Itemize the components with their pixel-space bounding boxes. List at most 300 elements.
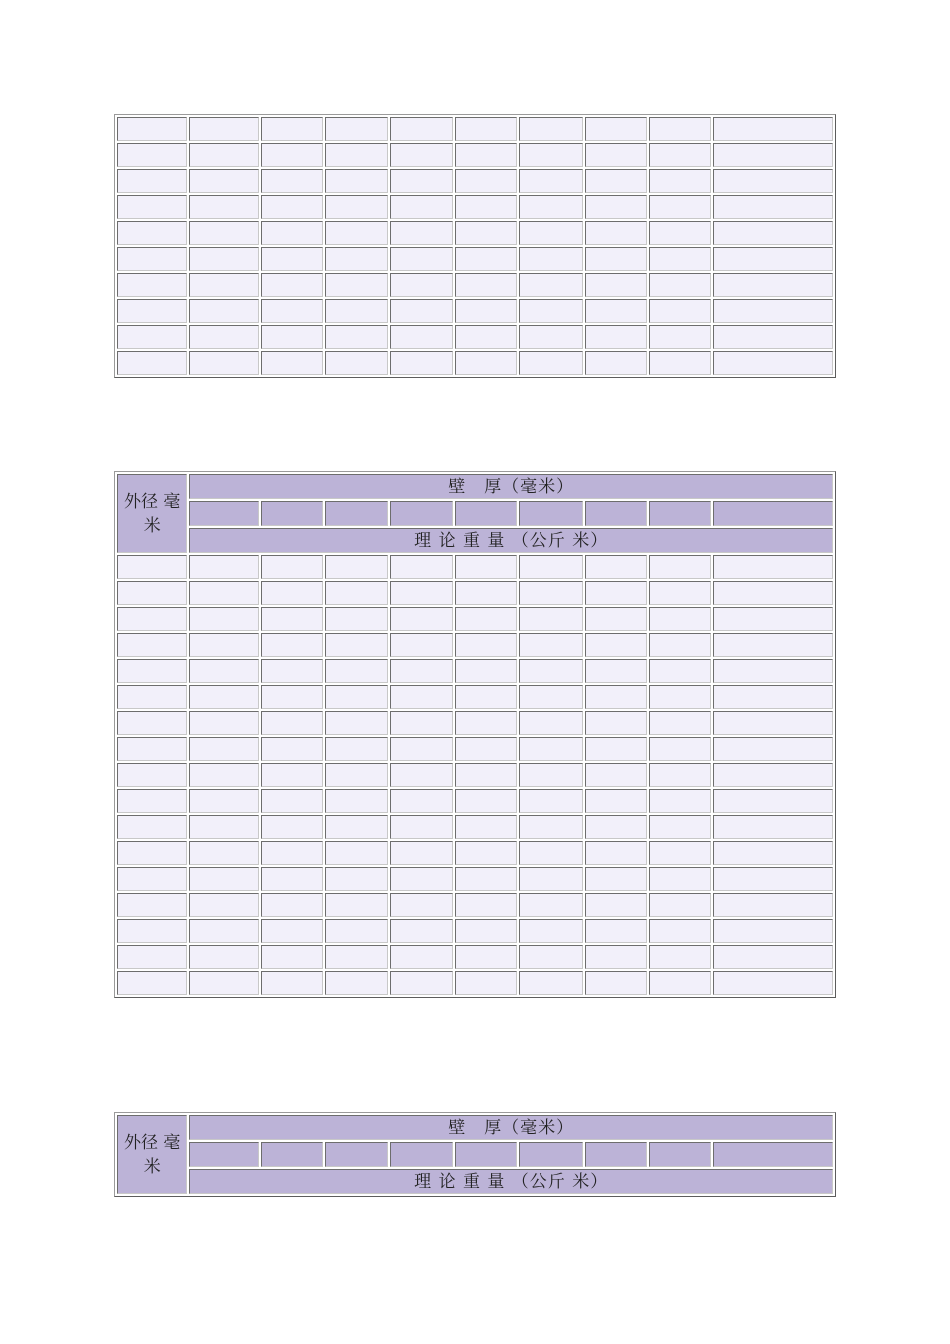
thickness-cell <box>455 1142 517 1167</box>
thickness-cell <box>390 1142 452 1167</box>
table-cell <box>117 325 187 349</box>
table-cell <box>390 893 452 917</box>
table-cell <box>325 247 388 271</box>
table-cell <box>455 351 517 375</box>
outer-diameter-header: 外径 毫米 <box>117 474 187 553</box>
table-cell <box>585 659 647 683</box>
table-cell <box>585 299 647 323</box>
table-cell <box>325 815 388 839</box>
table-cell <box>117 607 187 631</box>
table-cell <box>585 841 647 865</box>
thickness-cell <box>189 1142 258 1167</box>
table-cell <box>519 143 582 167</box>
table-cell <box>189 169 258 193</box>
table-cell <box>649 299 711 323</box>
table-row <box>117 351 833 375</box>
table-cell <box>585 607 647 631</box>
table-cell <box>117 195 187 219</box>
table-cell <box>649 711 711 735</box>
table-cell <box>390 581 452 605</box>
table-cell <box>649 325 711 349</box>
table-row <box>117 195 833 219</box>
table-cell <box>325 633 388 657</box>
table-cell <box>261 195 323 219</box>
table-cell <box>325 581 388 605</box>
table-cell <box>325 607 388 631</box>
table-cell <box>455 169 517 193</box>
table-cell <box>390 351 452 375</box>
table-cell <box>189 351 258 375</box>
table-cell <box>713 581 833 605</box>
outer-diameter-header: 外径 毫米 <box>117 1115 187 1194</box>
table-cell <box>390 659 452 683</box>
table-row <box>117 867 833 891</box>
table-cell <box>325 763 388 787</box>
table-cell <box>189 299 258 323</box>
table-cell <box>519 299 582 323</box>
table-cell <box>390 841 452 865</box>
table-cell <box>325 789 388 813</box>
table-header <box>117 474 833 553</box>
table-cell <box>189 555 258 579</box>
table-cell <box>261 763 323 787</box>
table-cell <box>189 945 258 969</box>
table-cell <box>455 143 517 167</box>
thickness-cell <box>519 1142 582 1167</box>
table-cell <box>325 867 388 891</box>
table-cell <box>519 169 582 193</box>
table-cell <box>713 221 833 245</box>
table-cell <box>519 221 582 245</box>
table-cell <box>713 919 833 943</box>
thickness-cell <box>390 501 452 526</box>
table-cell <box>117 971 187 995</box>
table-cell <box>713 633 833 657</box>
table-cell <box>390 325 452 349</box>
table-cell <box>455 273 517 297</box>
table-cell <box>189 763 258 787</box>
thickness-cell <box>325 1142 388 1167</box>
table-cell <box>261 789 323 813</box>
table-cell <box>585 581 647 605</box>
table-cell <box>189 273 258 297</box>
table-cell <box>325 221 388 245</box>
table-cell <box>649 247 711 271</box>
table-cell <box>117 841 187 865</box>
table-cell <box>325 325 388 349</box>
table-cell <box>713 737 833 761</box>
table-cell <box>189 789 258 813</box>
table-row <box>117 945 833 969</box>
table-row <box>117 221 833 245</box>
table-cell <box>117 685 187 709</box>
table-cell <box>325 117 388 141</box>
table-cell <box>261 711 323 735</box>
table-cell <box>713 945 833 969</box>
table-cell <box>117 893 187 917</box>
table-cell <box>649 195 711 219</box>
table-cell <box>519 763 582 787</box>
table-cell <box>455 867 517 891</box>
table-cell <box>455 299 517 323</box>
table-cell <box>325 841 388 865</box>
table-cell <box>189 247 258 271</box>
table-body <box>117 117 833 375</box>
table-cell <box>713 841 833 865</box>
table-cell <box>649 117 711 141</box>
table-cell <box>455 581 517 605</box>
thickness-cell <box>585 501 647 526</box>
table-row <box>117 971 833 995</box>
table-cell <box>455 659 517 683</box>
table-row <box>117 555 833 579</box>
table-cell <box>585 763 647 787</box>
table-cell <box>519 867 582 891</box>
table-cell <box>649 919 711 943</box>
table-cell <box>585 789 647 813</box>
table-cell <box>713 685 833 709</box>
table-cell <box>713 867 833 891</box>
table-cell <box>519 685 582 709</box>
table-cell <box>649 815 711 839</box>
table-cell <box>390 143 452 167</box>
thickness-value-row <box>117 1142 833 1167</box>
table-row <box>117 247 833 271</box>
table-cell <box>519 195 582 219</box>
table-cell <box>585 555 647 579</box>
table-cell <box>519 971 582 995</box>
table-cell <box>519 581 582 605</box>
table-cell <box>455 971 517 995</box>
table-cell <box>189 143 258 167</box>
table-cell <box>519 273 582 297</box>
table-cell <box>189 195 258 219</box>
table-cell <box>649 143 711 167</box>
table-cell <box>325 919 388 943</box>
table-cell <box>585 945 647 969</box>
table-cell <box>261 945 323 969</box>
table-cell <box>189 325 258 349</box>
table-cell <box>713 815 833 839</box>
table-cell <box>325 711 388 735</box>
table-cell <box>649 737 711 761</box>
table-cell <box>390 789 452 813</box>
table-cell <box>649 169 711 193</box>
table-cell <box>189 633 258 657</box>
table-cell <box>261 221 323 245</box>
table-cell <box>519 351 582 375</box>
table-row <box>117 659 833 683</box>
table-cell <box>713 351 833 375</box>
table-cell <box>649 581 711 605</box>
table-cell <box>585 273 647 297</box>
table-cell <box>117 789 187 813</box>
table-cell <box>455 247 517 271</box>
table-row <box>117 273 833 297</box>
table-cell <box>585 247 647 271</box>
table-row <box>117 737 833 761</box>
thickness-value-row <box>117 501 833 526</box>
table-cell <box>649 971 711 995</box>
table-cell <box>390 555 452 579</box>
table-cell <box>261 581 323 605</box>
table-cell <box>713 789 833 813</box>
table-cell <box>649 607 711 631</box>
thickness-cell <box>519 501 582 526</box>
table-cell <box>390 919 452 943</box>
table-cell <box>117 737 187 761</box>
table-cell <box>117 711 187 735</box>
thickness-cell <box>649 1142 711 1167</box>
table-cell <box>189 919 258 943</box>
table-cell <box>585 117 647 141</box>
table-cell <box>519 247 582 271</box>
table-cell <box>261 893 323 917</box>
thickness-cell <box>713 1142 833 1167</box>
table-cell <box>713 607 833 631</box>
table-cell <box>519 607 582 631</box>
thickness-cell <box>455 501 517 526</box>
table-cell <box>390 221 452 245</box>
table-cell <box>585 169 647 193</box>
table-cell <box>713 325 833 349</box>
table-cell <box>585 971 647 995</box>
table-cell <box>455 737 517 761</box>
weight-table-continuation <box>114 114 836 378</box>
table-cell <box>261 273 323 297</box>
table-cell <box>649 867 711 891</box>
table-cell <box>261 555 323 579</box>
table-cell <box>325 971 388 995</box>
table-cell <box>455 841 517 865</box>
table-cell <box>585 143 647 167</box>
table-cell <box>455 919 517 943</box>
table-cell <box>390 633 452 657</box>
table-cell <box>189 711 258 735</box>
table-row <box>117 789 833 813</box>
table-cell <box>261 351 323 375</box>
table-row <box>117 581 833 605</box>
table-cell <box>325 169 388 193</box>
table-cell <box>117 273 187 297</box>
table-cell <box>390 607 452 631</box>
table-cell <box>390 971 452 995</box>
table-cell <box>585 893 647 917</box>
table-cell <box>519 325 582 349</box>
table-row <box>117 763 833 787</box>
table-cell <box>189 737 258 761</box>
table-cell <box>189 815 258 839</box>
table-cell <box>649 685 711 709</box>
table-cell <box>390 299 452 323</box>
table-cell <box>713 169 833 193</box>
table-cell <box>713 247 833 271</box>
table-cell <box>585 685 647 709</box>
table-cell <box>649 633 711 657</box>
table-body <box>117 555 833 995</box>
table-cell <box>455 117 517 141</box>
table-cell <box>189 221 258 245</box>
table-cell <box>519 555 582 579</box>
thickness-cell <box>649 501 711 526</box>
wall-thickness-header: 壁 厚（毫米） <box>189 1115 833 1140</box>
table-cell <box>585 325 647 349</box>
thickness-cell <box>261 501 323 526</box>
table-cell <box>325 659 388 683</box>
table-cell <box>117 169 187 193</box>
table-row <box>117 299 833 323</box>
table-cell <box>189 685 258 709</box>
table-cell <box>519 945 582 969</box>
table-cell <box>261 737 323 761</box>
table-cell <box>117 143 187 167</box>
table-cell <box>189 867 258 891</box>
table-cell <box>649 893 711 917</box>
table-cell <box>455 763 517 787</box>
table-cell <box>455 893 517 917</box>
table-cell <box>261 633 323 657</box>
table-cell <box>455 195 517 219</box>
table-cell <box>261 299 323 323</box>
table-cell <box>585 195 647 219</box>
table-cell <box>519 633 582 657</box>
table-row <box>117 685 833 709</box>
table-cell <box>261 117 323 141</box>
thickness-cell <box>585 1142 647 1167</box>
table-cell <box>713 711 833 735</box>
table-row <box>117 633 833 657</box>
table-row <box>117 711 833 735</box>
table-cell <box>325 685 388 709</box>
table-cell <box>713 971 833 995</box>
table-row <box>117 919 833 943</box>
table-cell <box>519 919 582 943</box>
table-cell <box>117 919 187 943</box>
table-cell <box>189 607 258 631</box>
table-cell <box>390 685 452 709</box>
table-cell <box>325 945 388 969</box>
table-cell <box>261 247 323 271</box>
table-cell <box>390 867 452 891</box>
table-cell <box>117 299 187 323</box>
table-row <box>117 143 833 167</box>
table-row <box>117 841 833 865</box>
table-row <box>117 607 833 631</box>
table-cell <box>713 117 833 141</box>
table-cell <box>325 273 388 297</box>
table-cell <box>649 789 711 813</box>
table-cell <box>713 893 833 917</box>
thickness-cell <box>261 1142 323 1167</box>
table-cell <box>390 711 452 735</box>
wall-thickness-header: 壁 厚（毫米） <box>189 474 833 499</box>
table-cell <box>585 867 647 891</box>
table-cell <box>649 221 711 245</box>
table-cell <box>117 351 187 375</box>
table-cell <box>189 659 258 683</box>
table-cell <box>649 351 711 375</box>
table-row <box>117 117 833 141</box>
thickness-cell <box>713 501 833 526</box>
table-cell <box>519 815 582 839</box>
table-cell <box>455 607 517 631</box>
table-cell <box>390 169 452 193</box>
table-cell <box>117 633 187 657</box>
table-cell <box>261 169 323 193</box>
thickness-cell <box>189 501 258 526</box>
weight-table-header-only <box>114 1112 836 1197</box>
table-cell <box>261 971 323 995</box>
table-cell <box>325 299 388 323</box>
table-cell <box>325 555 388 579</box>
table-row <box>117 893 833 917</box>
table-cell <box>713 555 833 579</box>
table-cell <box>189 117 258 141</box>
table-cell <box>455 685 517 709</box>
table-header <box>117 1115 833 1194</box>
table-cell <box>519 893 582 917</box>
table-cell <box>390 195 452 219</box>
table-cell <box>649 273 711 297</box>
table-cell <box>117 581 187 605</box>
table-cell <box>519 659 582 683</box>
table-cell <box>585 351 647 375</box>
table-cell <box>390 117 452 141</box>
table-cell <box>261 685 323 709</box>
table-cell <box>713 299 833 323</box>
table-cell <box>189 971 258 995</box>
theoretical-weight-header: 理 论 重 量 （公斤 米） <box>189 528 833 553</box>
table-cell <box>519 737 582 761</box>
table-cell <box>455 789 517 813</box>
theoretical-weight-header: 理 论 重 量 （公斤 米） <box>189 1169 833 1194</box>
table-cell <box>117 945 187 969</box>
table-cell <box>117 815 187 839</box>
table-cell <box>117 659 187 683</box>
table-cell <box>455 711 517 735</box>
table-cell <box>585 815 647 839</box>
table-cell <box>455 221 517 245</box>
table-cell <box>585 919 647 943</box>
table-cell <box>117 117 187 141</box>
table-cell <box>117 247 187 271</box>
table-cell <box>713 195 833 219</box>
weight-table <box>114 471 836 998</box>
table-cell <box>390 763 452 787</box>
table-cell <box>519 711 582 735</box>
table-cell <box>649 763 711 787</box>
table-cell <box>713 273 833 297</box>
table-cell <box>713 659 833 683</box>
table-cell <box>455 945 517 969</box>
table-cell <box>519 841 582 865</box>
thickness-cell <box>325 501 388 526</box>
table-cell <box>117 867 187 891</box>
table-cell <box>325 143 388 167</box>
table-cell <box>390 247 452 271</box>
table-cell <box>455 633 517 657</box>
table-cell <box>261 659 323 683</box>
table-cell <box>585 221 647 245</box>
table-cell <box>713 763 833 787</box>
table-cell <box>261 919 323 943</box>
table-cell <box>390 273 452 297</box>
table-cell <box>390 945 452 969</box>
table-cell <box>649 945 711 969</box>
table-cell <box>390 737 452 761</box>
table-row <box>117 169 833 193</box>
table-cell <box>261 143 323 167</box>
